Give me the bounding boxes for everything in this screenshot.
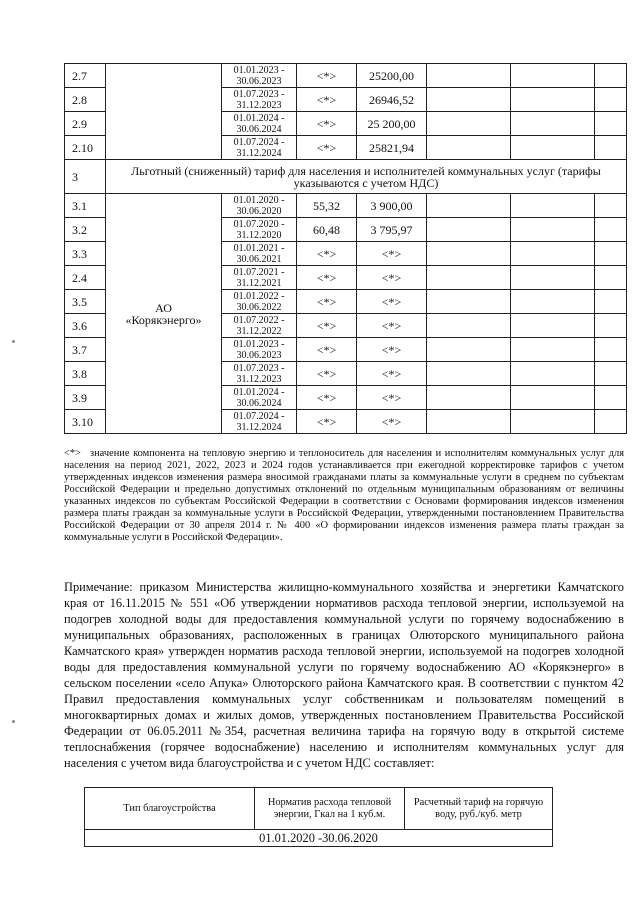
component-cell: 55,32 [297, 194, 357, 218]
component-cell: <*> [297, 242, 357, 266]
tariff-value-cell: <*> [357, 410, 427, 434]
component-cell: <*> [297, 112, 357, 136]
margin-mark [12, 340, 15, 343]
empty-cell [511, 410, 595, 434]
period-cell: 01.07.2023 - 31.12.2023 [222, 88, 297, 112]
row-number: 2.7 [65, 64, 106, 88]
empty-cell [511, 338, 595, 362]
empty-cell [427, 242, 511, 266]
empty-cell [511, 266, 595, 290]
empty-cell [595, 290, 627, 314]
row-number: 3.9 [65, 386, 106, 410]
row-number: 3.5 [65, 290, 106, 314]
row-number: 2.4 [65, 266, 106, 290]
empty-cell [427, 64, 511, 88]
period-cell: 01.07.2023 - 31.12.2023 [222, 362, 297, 386]
period-cell: 01.07.2024 - 31.12.2024 [222, 136, 297, 160]
period-cell: 01.01.2023 - 30.06.2023 [222, 64, 297, 88]
empty-cell [511, 112, 595, 136]
empty-cell [427, 194, 511, 218]
period-cell: 01.01.2022 - 30.06.2022 [222, 290, 297, 314]
empty-cell [511, 242, 595, 266]
org-name-line1: АО [155, 300, 172, 315]
component-cell: <*> [297, 386, 357, 410]
empty-cell [511, 194, 595, 218]
empty-cell [595, 136, 627, 160]
empty-cell [511, 64, 595, 88]
empty-cell [427, 112, 511, 136]
component-cell: <*> [297, 410, 357, 434]
norm-col-consumption: Норматив расхода тепловой энергии, Гкал на 1 куб.м. [255, 788, 405, 830]
norm-table [84, 787, 553, 847]
empty-cell [427, 338, 511, 362]
tariff-value-cell: 25821,94 [357, 136, 427, 160]
component-cell: <*> [297, 338, 357, 362]
row-number: 3.7 [65, 338, 106, 362]
tariff-value-cell: <*> [357, 338, 427, 362]
empty-cell [427, 314, 511, 338]
empty-cell [427, 410, 511, 434]
tariff-value-cell: 3 795,97 [357, 218, 427, 242]
empty-cell [427, 362, 511, 386]
note-text: Примечание: приказом Министерства жилищно-коммунального хозяйства и энергетики Камчатского края от 16.11.2015 № 551 «Об утверждении нормативов расхода тепловой энергии, используемой на подогрев холодной воды для предоставления коммунальной услуги по горячему водоснабжению в муниципальных образованиях, расположенных в границах Олюторского муниципального района Камчатского края» утвержден норматив расхода тепловой энергии, используемой на подогрев холодной воды для предоставления коммунальной услуги по горячему водоснабжению АО «Корякэнерго» в сельском поселении «село Апука» Олюторского района Камчатского края. В соответствии с пунктом 42 Правил предоставления коммунальных услуг собственникам и пользователям помещений в многоквартирных домах и жилых домов, утвержденных постановлением Правительства Российской Федерации от 06.05.2011 №354, расчетная величина тарифа на горячую воду в открытой системе теплоснабжения (горячее водоснабжение) населению и исполнителям коммунальных услуг для населения с учетом вида благоустройства и с учетом НДС составляет: [64, 580, 624, 770]
section-header-row [65, 160, 627, 194]
period-cell: 01.01.2020 - 30.06.2020 [222, 194, 297, 218]
section-header: Льготный (сниженный) тариф для населения и исполнителей коммунальных услуг (тарифы указываются с учетом НДС) [106, 160, 627, 194]
norm-col-type: Тип благоустройства [85, 788, 255, 830]
component-cell: <*> [297, 88, 357, 112]
org-cell [106, 64, 222, 160]
period-cell: 01.07.2020 - 31.12.2020 [222, 218, 297, 242]
row-number: 3.8 [65, 362, 106, 386]
empty-cell [595, 410, 627, 434]
tariff-value-cell: 26946,52 [357, 88, 427, 112]
empty-cell [511, 290, 595, 314]
tariff-value-cell: <*> [357, 290, 427, 314]
empty-cell [595, 266, 627, 290]
tariff-value-cell: 25200,00 [357, 64, 427, 88]
tariff-value-cell: 3 900,00 [357, 194, 427, 218]
empty-cell [595, 386, 627, 410]
section-number: 3 [65, 160, 106, 194]
empty-cell [511, 314, 595, 338]
empty-cell [427, 290, 511, 314]
empty-cell [511, 362, 595, 386]
component-cell: <*> [297, 314, 357, 338]
row-number: 2.10 [65, 136, 106, 160]
tariff-value-cell: <*> [357, 314, 427, 338]
period-cell: 01.01.2024 - 30.06.2024 [222, 112, 297, 136]
tariff-value-cell: <*> [357, 242, 427, 266]
period-cell: 01.01.2021 - 30.06.2021 [222, 242, 297, 266]
row-number: 3.3 [65, 242, 106, 266]
footnote [64, 448, 624, 544]
period-cell: 01.07.2022 - 31.12.2022 [222, 314, 297, 338]
period-cell: 01.01.2023 - 30.06.2023 [222, 338, 297, 362]
footnote-text: значение компонента на тепловую энергию и теплоноситель для населения и исполнителям коммунальных услуг для населения на период 2021, 2022, 2023 и 2024 годов устанавливается при ежегодной корректировке тарифов с учетом утвержденных индексов изменения размера вносимой гражданами платы за коммунальные услуги в среднем по субъектам Российской Федерации и предельно допустимых отклонений по отдельным муниципальным образованиям от величины указанных индексов по субъектам Российской Федерации в соответствии с Основами формирования индексов изменения размера платы граждан за коммунальные услуги в Российской Федерации, утвержденными постановлением Правительства Российской Федерации от 30 апреля 2014 г. № 400 «О формировании индексов изменения размера платы граждан за коммунальные услуги в Российской Федерации». [64, 448, 624, 543]
tariff-value-cell: <*> [357, 362, 427, 386]
empty-cell [595, 218, 627, 242]
empty-cell [427, 218, 511, 242]
component-cell: <*> [297, 64, 357, 88]
norm-period: 01.01.2020 -30.06.2020 [85, 830, 553, 847]
component-cell: <*> [297, 290, 357, 314]
empty-cell [511, 386, 595, 410]
org-name-line2: «Корякэнерго» [125, 312, 202, 327]
component-cell: <*> [297, 362, 357, 386]
component-cell: <*> [297, 266, 357, 290]
empty-cell [595, 242, 627, 266]
margin-mark [12, 720, 15, 723]
empty-cell [595, 194, 627, 218]
empty-cell [427, 386, 511, 410]
empty-cell [595, 64, 627, 88]
empty-cell [595, 314, 627, 338]
footnote-mark: <*> [64, 448, 81, 459]
empty-cell [511, 218, 595, 242]
tariff-table [64, 63, 627, 434]
row-number: 2.9 [65, 112, 106, 136]
row-number: 3.1 [65, 194, 106, 218]
empty-cell [511, 136, 595, 160]
component-cell: <*> [297, 136, 357, 160]
component-cell: 60,48 [297, 218, 357, 242]
period-cell: 01.01.2024 - 30.06.2024 [222, 386, 297, 410]
row-number: 3.6 [65, 314, 106, 338]
empty-cell [595, 112, 627, 136]
empty-cell [595, 88, 627, 112]
period-cell: 01.07.2021 - 31.12.2021 [222, 266, 297, 290]
empty-cell [511, 88, 595, 112]
norm-col-tariff: Расчетный тариф на горячую воду, руб./куб. метр [405, 788, 553, 830]
empty-cell [427, 88, 511, 112]
row-number: 3.2 [65, 218, 106, 242]
note-paragraph [64, 579, 624, 771]
org-name-cell [106, 194, 222, 434]
empty-cell [595, 338, 627, 362]
tariff-value-cell: <*> [357, 266, 427, 290]
empty-cell [595, 362, 627, 386]
empty-cell [427, 266, 511, 290]
period-cell: 01.07.2024 - 31.12.2024 [222, 410, 297, 434]
empty-cell [427, 136, 511, 160]
tariff-value-cell: <*> [357, 386, 427, 410]
row-number: 3.10 [65, 410, 106, 434]
table-row [65, 194, 627, 218]
tariff-value-cell: 25 200,00 [357, 112, 427, 136]
table-row [65, 64, 627, 88]
row-number: 2.8 [65, 88, 106, 112]
